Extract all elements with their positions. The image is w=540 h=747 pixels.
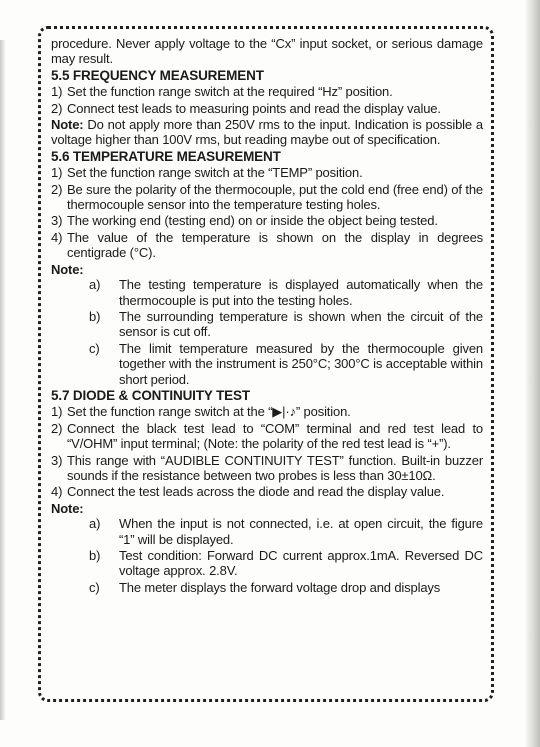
note-letter: a) bbox=[89, 277, 101, 293]
note-item-text: The testing temperature is displayed automatically when the thermocouple is put into the testing holes. bbox=[119, 277, 483, 308]
section-title-diode: 5.7 DIODE & CONTINUITY TEST bbox=[51, 387, 250, 403]
note-item bbox=[51, 277, 483, 308]
item-number: 1) bbox=[51, 84, 63, 100]
temperature-note-label: Note: bbox=[51, 261, 84, 277]
note-item bbox=[51, 580, 483, 595]
item-text: Set the function range switch at the required “Hz” position. bbox=[67, 84, 393, 100]
item-text: Connect the black test lead to “COM” terminal and red test lead to “V/OHM” input terminal; (Note: the polarity of the red test lead is “+”). bbox=[67, 420, 483, 452]
list-item bbox=[51, 421, 483, 452]
note-item-text: Test condition: Forward DC current approx.1mA. Reversed DC voltage approx. 2.8V. bbox=[119, 548, 483, 579]
item-number: 4) bbox=[51, 229, 63, 245]
list-item bbox=[51, 101, 483, 116]
list-item bbox=[51, 404, 483, 419]
section-title-temperature: 5.6 TEMPERATURE MEASUREMENT bbox=[51, 148, 281, 164]
item-text: Be sure the polarity of the thermocouple, put the cold end (free end) of the thermocouple sensor into the temperature testing holes. bbox=[67, 181, 483, 213]
page-edge-shadow-right bbox=[524, 0, 540, 747]
item-text: The value of the temperature is shown on the display in degrees centigrade (°C). bbox=[67, 229, 483, 261]
note-item-text: The meter displays the forward voltage drop and displays bbox=[119, 579, 441, 595]
item-number: 2) bbox=[51, 420, 63, 436]
item-text: This range with “AUDIBLE CONTINUITY TEST” function. Built-in buzzer sounds if the resistance between two probes is less than 30±10Ω. bbox=[67, 452, 483, 483]
note-letter: c) bbox=[89, 579, 100, 595]
note-item-text: When the input is not connected, i.e. at open circuit, the figure “1” will be displayed. bbox=[119, 516, 483, 547]
note-item bbox=[51, 548, 483, 579]
page-edge-shadow-left bbox=[0, 40, 6, 720]
note-letter: a) bbox=[89, 516, 101, 532]
note-item bbox=[51, 516, 483, 547]
note-item-text: The limit temperature measured by the thermocouple given together with the instrument is 250°C; 300°C is acceptable within short period. bbox=[119, 340, 483, 387]
list-item bbox=[51, 84, 483, 99]
note-letter: c) bbox=[89, 340, 100, 356]
note-text: Do not apply more than 250V rms to the input. Indication is possible a voltage higher than 100V rms, but reading maybe out of specification. bbox=[51, 117, 483, 148]
intro-paragraph: procedure. Never apply voltage to the “Cx” input socket, or serious damage may result. bbox=[51, 36, 483, 67]
list-item bbox=[51, 213, 483, 228]
item-number: 1) bbox=[51, 404, 63, 420]
list-item bbox=[51, 484, 483, 499]
note-letter: b) bbox=[89, 308, 101, 324]
note-label: Note: bbox=[51, 117, 84, 133]
item-text: Connect test leads to measuring points and read the display value. bbox=[67, 100, 441, 116]
list-item bbox=[51, 453, 483, 484]
item-number: 2) bbox=[51, 100, 63, 116]
item-text: The working end (testing end) on or inside the object being tested. bbox=[67, 213, 438, 229]
note-item-text: The surrounding temperature is shown when the circuit of the sensor is cut off. bbox=[119, 308, 483, 340]
item-number: 3) bbox=[51, 452, 63, 468]
item-number: 2) bbox=[51, 181, 63, 197]
manual-page-content bbox=[51, 36, 483, 596]
item-text: Set the function range switch at the “TEMP” position. bbox=[67, 165, 363, 181]
section-title-frequency: 5.5 FREQUENCY MEASUREMENT bbox=[51, 67, 264, 83]
note-item bbox=[51, 309, 483, 340]
list-item bbox=[51, 165, 483, 180]
note-letter: b) bbox=[89, 548, 101, 563]
item-number: 3) bbox=[51, 213, 63, 229]
frequency-note bbox=[51, 117, 483, 148]
item-number: 1) bbox=[51, 165, 63, 181]
list-item bbox=[51, 230, 483, 261]
list-item bbox=[51, 182, 483, 213]
note-item bbox=[51, 341, 483, 387]
item-text: Set the function range switch at the “▶|·♪” position. bbox=[67, 404, 351, 420]
item-text: Connect the test leads across the diode and read the display value. bbox=[67, 484, 445, 500]
item-number: 4) bbox=[51, 484, 63, 500]
diode-note-label: Note: bbox=[51, 500, 84, 516]
